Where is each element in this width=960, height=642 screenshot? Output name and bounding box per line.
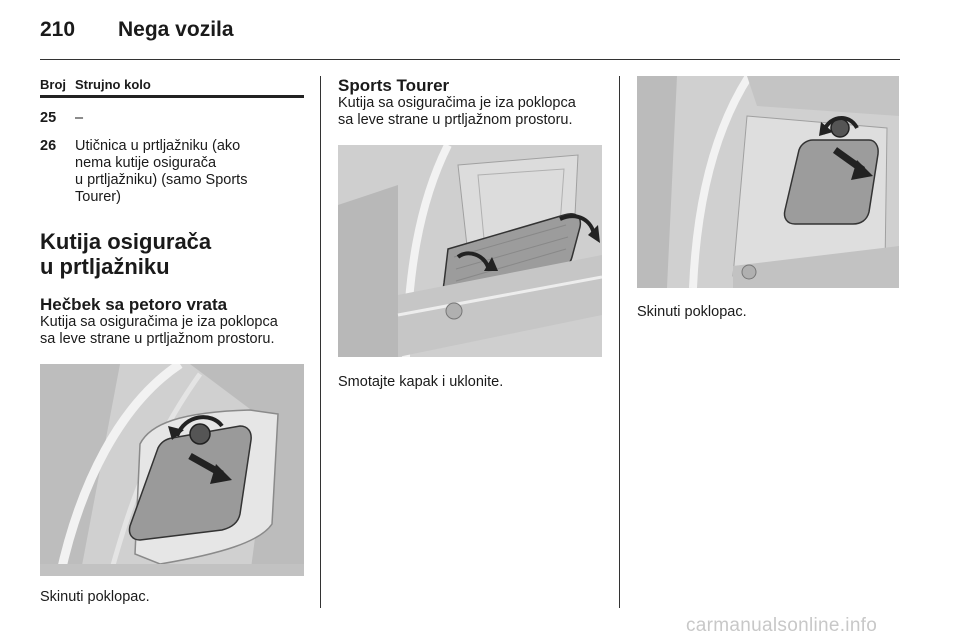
fuse-number: 25 bbox=[40, 110, 57, 126]
column-left bbox=[40, 76, 304, 348]
column-header-circuit: Strujno kolo bbox=[75, 77, 151, 92]
illustration-hatchback-cover bbox=[40, 364, 304, 576]
column-header-number: Broj bbox=[40, 77, 66, 92]
circuit-line: Tourer) bbox=[75, 189, 121, 205]
subsection-title-sports-tourer: Sports Tourer bbox=[338, 76, 450, 95]
column-divider bbox=[619, 76, 620, 608]
page-header bbox=[40, 18, 234, 48]
table-row bbox=[40, 138, 304, 206]
page-title: Nega vozila bbox=[118, 18, 234, 41]
figure-caption: Skinuti poklopac. bbox=[40, 589, 150, 605]
watermark-text: carmanualsonline.info bbox=[686, 615, 878, 636]
figure-caption: Skinuti poklopac. bbox=[637, 304, 747, 320]
fuse-table-header bbox=[40, 76, 304, 98]
fuse-circuit bbox=[75, 138, 304, 206]
fuse-number: 26 bbox=[40, 138, 57, 154]
figure-caption: Smotajte kapak i uklonite. bbox=[338, 374, 504, 390]
illustration-remove-cover bbox=[637, 76, 899, 288]
column-divider bbox=[320, 76, 321, 608]
circuit-line: nema kutije osigurača bbox=[75, 155, 217, 171]
circuit-line: u prtljažniku) (samo Sports bbox=[75, 172, 248, 188]
table-row bbox=[40, 110, 304, 127]
subsection-title-hatchback: Hečbek sa petoro vrata bbox=[40, 295, 228, 314]
fuse-circuit: – bbox=[75, 110, 84, 126]
section-title: Kutija osigurača u prtljažniku bbox=[40, 229, 212, 279]
header-divider bbox=[40, 59, 900, 60]
page-number: 210 bbox=[40, 18, 76, 41]
circuit-line: Utičnica u prtljažniku (ako bbox=[75, 138, 241, 154]
illustration-sports-tourer-cover bbox=[338, 145, 602, 357]
body-text-hatchback: Kutija sa osiguračima je iza poklopca sa leve strane u prtljažnom prostoru. bbox=[40, 314, 278, 347]
column-middle bbox=[338, 76, 602, 129]
body-text-sports-tourer: Kutija sa osiguračima je iza poklopca sa leve strane u prtljažnom prostoru. bbox=[338, 95, 576, 128]
